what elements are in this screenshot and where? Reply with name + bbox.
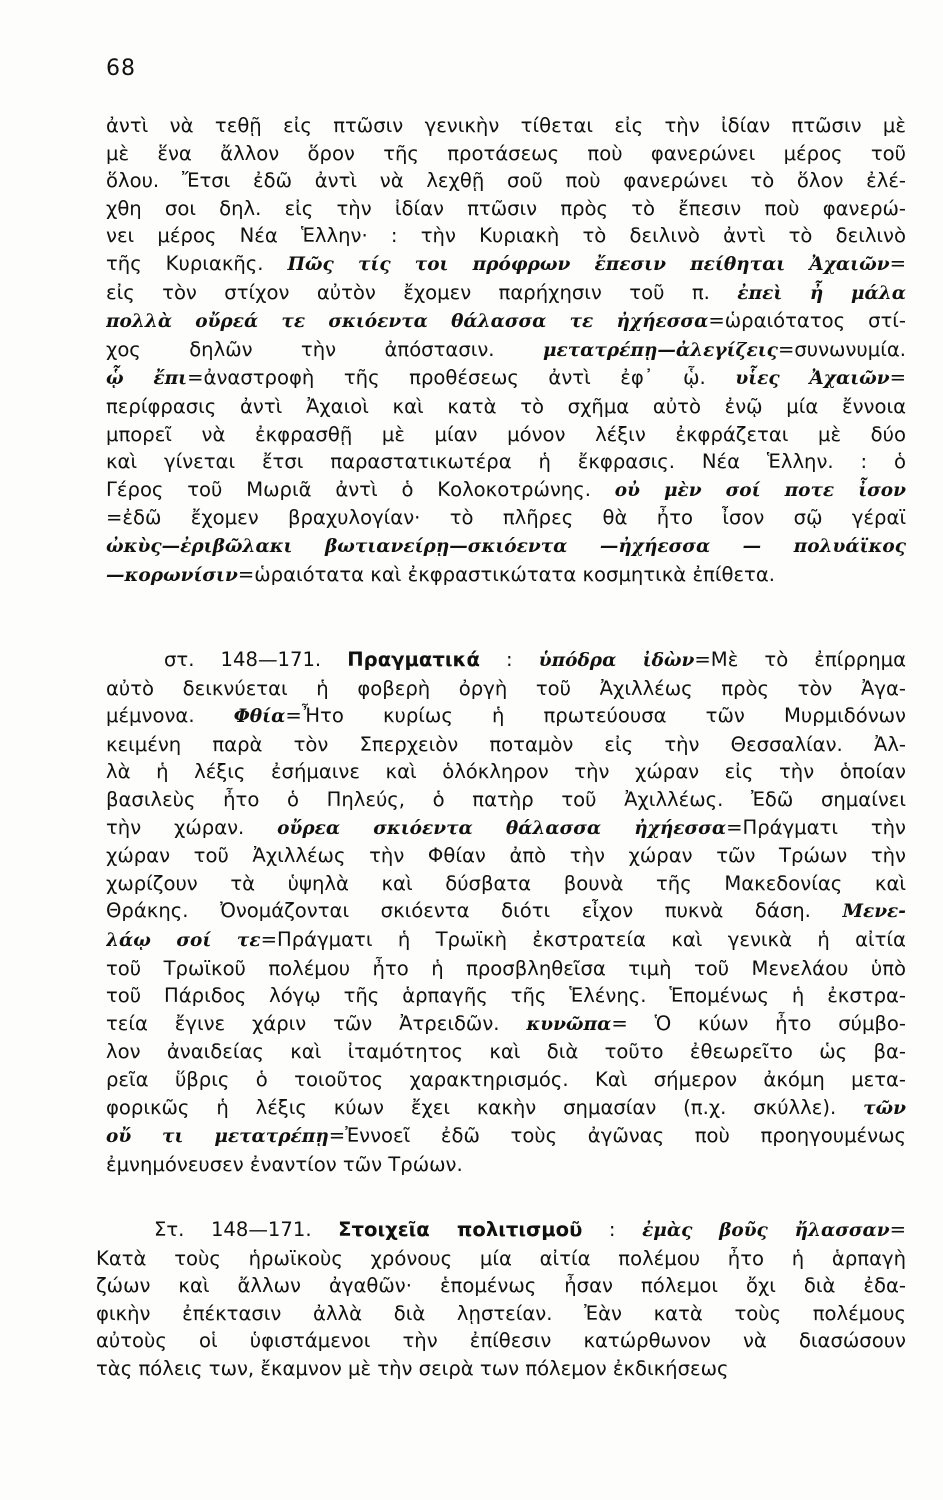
text-line	[106, 476, 906, 505]
text-line	[106, 926, 906, 955]
paragraph-civilization	[96, 1216, 906, 1383]
quoted-term: οὐ μὲν σοί ποτε ἶσον	[614, 479, 906, 501]
text-run: φικὴν ἐπέκτασιν ἀλλὰ διὰ λῃστείαν. Ἐὰν κατὰ τοὺς πολέμους	[96, 1301, 906, 1325]
text-run: χος δηλῶν τὴν ἀπόστασιν.	[106, 337, 543, 361]
quoted-term: ὠκὺς—ἐριβῶλακι βωτιανείρῃ—σκιόεντα —ἠχήεσσα — πολυάϊκος	[106, 535, 906, 557]
text-run: μέμνονα.	[106, 704, 234, 728]
text-line	[106, 897, 906, 926]
quoted-term: πολλὰ οὔρεά τε σκιόεντα θάλασσα τε ἠχήεσσα	[106, 311, 709, 333]
paragraph-pragmatika	[106, 646, 906, 1178]
quoted-term: Φθία	[233, 706, 286, 728]
text-line	[106, 786, 906, 814]
text-run: =Ἐννοεῖ ἐδῶ τοὺς ἀγῶνας ποὺ προηγουμένως	[328, 1124, 906, 1148]
text-line	[106, 955, 906, 983]
text-line	[106, 195, 906, 223]
text-run: χώραν τοῦ Ἀχιλλέως τὴν Φθίαν ἀπὸ τὴν χώραν τῶν Τρώων τὴν	[106, 844, 906, 868]
text-run: αὐτοὺς οἱ ὑφιστάμενοι τὴν ἐπίθεσιν κατώρθωνον νὰ διασώσουν	[96, 1329, 906, 1353]
text-line	[96, 1245, 906, 1273]
text-run: μὲ ἕνα ἄλλον ὅρον τῆς προτάσεως ποὺ φανερώνει μέρος τοῦ	[106, 141, 906, 165]
text-run: τοῦ Πάριδος λόγῳ τῆς ἁρπαγῆς τῆς Ἑλένης. Ἑπομένως ἡ ἐκστρα-	[106, 984, 906, 1008]
text-line	[106, 364, 906, 393]
text-line	[106, 675, 906, 703]
text-run: Κατὰ τοὺς ἡρωϊκοὺς χρόνους μία αἰτία πολέμου ἦτο ἡ ἁρπαγὴ	[96, 1246, 906, 1270]
text-run: =ὡραιότατα καὶ ἐκφραστικώτατα κοσμητικὰ ἐπίθετα.	[237, 562, 775, 586]
text-run: ρεῖα ὕβρις ὁ τοιοῦτος χαρακτηρισμός. Καὶ σήμερον ἀκόμη μετα-	[106, 1067, 906, 1091]
text-run: =Πράγματι ἡ Τρωϊκὴ ἐκστρατεία καὶ γενικὰ ἡ αἰτία	[260, 927, 906, 951]
text-run: αὐτὸ δεικνύεται ἡ φοβερὴ ὀργὴ τοῦ Ἀχιλλέως πρὸς τὸν Ἀγα-	[106, 676, 906, 700]
quoted-term: λάῳ σοί τε	[106, 929, 261, 951]
text-run: ζώων καὶ ἄλλων ἀγαθῶν· ἑπομένως ἦσαν πόλεμοι ὄχι διὰ ἐδα-	[96, 1274, 906, 1298]
text-line	[106, 1094, 906, 1123]
paragraph-grammar-notes	[106, 112, 906, 589]
text-run: περίφρασις ἀντὶ Ἀχαιοὶ καὶ κατὰ τὸ σχῆμα αὐτὸ ἐνῷ μία ἔννοια	[106, 394, 906, 418]
text-run: =	[889, 366, 906, 390]
text-run: =Ἦτο κυρίως ἡ πρωτεύουσα τῶν Μυρμιδόνων	[285, 704, 906, 728]
text-line	[106, 307, 906, 336]
text-line	[106, 504, 906, 532]
quoted-term: μετατρέπῃ—ἀλεγίζεις	[542, 339, 778, 361]
text-run: =Μὲ τὸ ἐπίρρημα	[694, 648, 906, 671]
text-line	[106, 731, 906, 759]
text-run: τὴν χώραν.	[106, 815, 278, 839]
text-line	[106, 167, 906, 195]
text-line	[96, 1216, 906, 1245]
text-line	[106, 814, 906, 843]
text-run: στ. 148—171.	[164, 648, 348, 671]
text-run: =ἐδῶ ἔχομεν βραχυλογίαν· τὸ πλῆρες θὰ ἦτο ἶσον σῷ γέραϊ	[106, 506, 906, 530]
text-line	[106, 758, 906, 786]
text-run: ὅλου. Ἔτσι ἐδῶ ἀντὶ νὰ λεχθῇ σοῦ ποὺ φανερώνει τὸ ὅλον ἐλέ-	[106, 169, 906, 193]
text-run: νει μέρος Νέα Ἑλλην· : τὴν Κυριακὴ τὸ δειλινὸ ἀντὶ τὸ δειλινὸ	[106, 224, 906, 248]
text-line	[106, 561, 906, 590]
text-line	[106, 1038, 906, 1066]
text-run: μπορεῖ νὰ ἐκφρασθῇ μὲ μίαν μόνον λέξιν ἐκφράζεται μὲ δύο	[106, 422, 906, 446]
quoted-term: οὔρεα σκιόεντα θάλασσα ἠχήεσσα	[277, 817, 727, 839]
text-run: βασιλεὺς ἦτο ὁ Πηλεύς, ὁ πατὴρ τοῦ Ἀχιλλέως. Ἐδῶ σημαίνει	[106, 787, 906, 811]
quoted-term: Μενε-	[842, 901, 906, 923]
text-line	[106, 982, 906, 1010]
text-line	[96, 1272, 906, 1300]
text-line	[96, 1327, 906, 1355]
text-line	[106, 112, 906, 140]
text-run: =ἀναστροφὴ τῆς προθέσεως ἀντὶ ἐφ᾽ ᾧ.	[187, 366, 736, 390]
text-run: φορικῶς ἡ λέξις κύων ἔχει κακὴν σημασίαν (π.χ. σκύλλε).	[106, 1095, 864, 1119]
text-run: Γέρος τοῦ Μωριᾶ ἀντὶ ὁ Κολοκοτρώνης.	[106, 477, 615, 501]
text-run: =	[889, 1218, 906, 1241]
text-run: :	[479, 648, 539, 671]
text-run: = Ὁ κύων ἦτο σύμβο-	[611, 1011, 906, 1035]
text-run: =	[889, 251, 906, 275]
text-line	[106, 1010, 906, 1039]
text-line	[106, 532, 906, 561]
text-run: λον ἀναιδείας καὶ ἰταμότητος καὶ διὰ τοῦτο ἐθεωρεῖτο ὡς βα-	[106, 1040, 906, 1064]
section-heading: Στοιχεῖα πολιτισμοῦ	[338, 1218, 583, 1241]
text-line	[106, 421, 906, 449]
text-run: τὰς πόλεις των, ἔκαμνον μὲ τὴν σειρὰ των πόλεμον ἐκδικήσεως	[96, 1356, 729, 1380]
text-run: τῆς Κυριακῆς.	[106, 251, 288, 275]
text-run: κειμένη παρὰ τὸν Σπερχειὸν ποταμὸν εἰς τὴν Θεσσαλίαν. Ἀλ-	[106, 732, 906, 756]
text-run: καὶ γίνεται ἔτσι παραστατικωτέρα ἡ ἔκφρασις. Νέα Ἑλλην. : ὁ	[106, 450, 906, 474]
text-line	[106, 250, 906, 279]
text-line	[106, 1066, 906, 1094]
text-run: χθη σοι δηλ. εἰς τὴν ἰδίαν πτῶσιν πρὸς τὸ ἔπεσιν ποὺ φανερώ-	[106, 196, 906, 220]
text-line	[106, 279, 906, 308]
text-line	[106, 646, 906, 675]
text-line	[106, 702, 906, 731]
text-run: =ὡραιότατος στί-	[708, 309, 906, 333]
text-line	[96, 1355, 906, 1383]
text-run: =Πράγματι τὴν	[726, 815, 906, 839]
text-run: εἰς τὸν στίχον αὐτὸν ἔχομεν παρήχησιν τοῦ π.	[106, 280, 738, 304]
text-line	[106, 222, 906, 250]
quoted-term: —κορωνίσιν	[106, 564, 238, 586]
quoted-term: ἐπεὶ ἦ μάλα	[737, 282, 906, 304]
text-run: τοῦ Τρωϊκοῦ πολέμου ἦτο ἡ προσβληθεῖσα τιμὴ τοῦ Μενελάου ὑπὸ	[106, 956, 906, 980]
quoted-term: ᾧ ἔπι	[106, 368, 188, 390]
text-run: Στ. 148—171.	[154, 1218, 339, 1241]
quoted-term: Πῶς τίς τοι πρόφρων ἔπεσιν πείθηται Ἀχαιῶν	[287, 253, 890, 275]
quoted-term: τῶν	[863, 1097, 906, 1119]
text-run: τεία ἔγινε χάριν τῶν Ἀτρειδῶν.	[106, 1011, 527, 1035]
text-line	[106, 870, 906, 898]
quoted-term: ἐμὰς βοῦς ἤλασσαν	[642, 1220, 890, 1241]
text-run: :	[582, 1218, 643, 1241]
quoted-term: κυνῶπα	[526, 1013, 612, 1035]
text-run: λὰ ἡ λέξις ἐσήμαινε καὶ ὁλόκληρον τὴν χώραν εἰς τὴν ὁποίαν	[106, 760, 906, 784]
section-heading: Πραγματικά	[347, 648, 480, 671]
text-line	[96, 1300, 906, 1328]
text-run: ἐμνημόνευσεν ἐναντίον τῶν Τρώων.	[106, 1152, 463, 1176]
page-number: 68	[106, 56, 136, 81]
text-run: χωρίζουν τὰ ὑψηλὰ καὶ δύσβατα βουνὰ τῆς Μακεδονίας καὶ	[106, 871, 906, 895]
text-run: =συνωνυμία.	[777, 337, 906, 361]
text-line	[106, 1122, 906, 1151]
text-line	[106, 1151, 906, 1179]
text-line	[106, 842, 906, 870]
quoted-term: οὔ τι μετατρέπῃ	[106, 1126, 329, 1148]
text-line	[106, 336, 906, 365]
text-line	[106, 393, 906, 421]
quoted-term: ὑπόδρα ἰδὼν	[538, 650, 695, 671]
quoted-term: υἷες Ἀχαιῶν	[735, 368, 890, 390]
text-line	[106, 448, 906, 476]
text-run: ἀντὶ νὰ τεθῇ εἰς πτῶσιν γενικὴν τίθεται εἰς τὴν ἰδίαν πτῶσιν μὲ	[106, 114, 906, 137]
text-run: Θράκης. Ὀνομάζονται σκιόεντα διότι εἶχον πυκνὰ δάση.	[106, 899, 843, 923]
text-line	[106, 140, 906, 168]
